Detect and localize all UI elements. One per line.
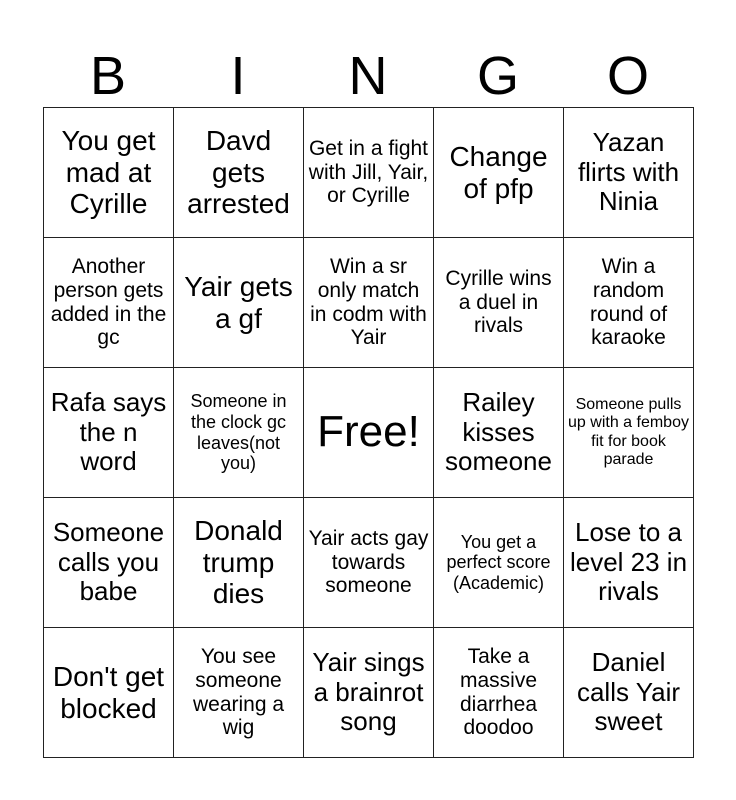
bingo-cell[interactable]: Yair gets a gf bbox=[174, 238, 304, 368]
header-letter-n: N bbox=[348, 46, 388, 106]
bingo-cell[interactable]: Daniel calls Yair sweet bbox=[564, 628, 694, 758]
bingo-board bbox=[43, 107, 694, 758]
bingo-cell[interactable]: Change of pfp bbox=[434, 108, 564, 238]
bingo-cell[interactable]: Davd gets arrested bbox=[174, 108, 304, 238]
header-letter-o: O bbox=[606, 46, 649, 106]
board-row bbox=[44, 238, 694, 368]
bingo-cell[interactable]: You see someone wearing a wig bbox=[174, 628, 304, 758]
bingo-header bbox=[43, 46, 693, 106]
bingo-cell[interactable]: Another person gets added in the gc bbox=[44, 238, 174, 368]
header-letter-g: G bbox=[476, 46, 519, 106]
bingo-cell[interactable]: Donald trump dies bbox=[174, 498, 304, 628]
bingo-cell[interactable]: Yair sings a brainrot song bbox=[304, 628, 434, 758]
bingo-cell[interactable]: Get in a fight with Jill, Yair, or Cyrille bbox=[304, 108, 434, 238]
bingo-cell[interactable]: Lose to a level 23 in rivals bbox=[564, 498, 694, 628]
bingo-cell[interactable]: Don't get blocked bbox=[44, 628, 174, 758]
bingo-cell[interactable]: Yazan flirts with Ninia bbox=[564, 108, 694, 238]
bingo-cell[interactable]: You get mad at Cyrille bbox=[44, 108, 174, 238]
bingo-cell[interactable]: Someone pulls up with a femboy fit for book parade bbox=[564, 368, 694, 498]
bingo-cell[interactable]: Take a massive diarrhea doodoo bbox=[434, 628, 564, 758]
header-letter-i: I bbox=[230, 46, 246, 106]
board-row bbox=[44, 628, 694, 758]
bingo-cell[interactable]: Win a random round of karaoke bbox=[564, 238, 694, 368]
bingo-cell[interactable]: Railey kisses someone bbox=[434, 368, 564, 498]
bingo-cell[interactable]: You get a perfect score (Academic) bbox=[434, 498, 564, 628]
header-letter-b: B bbox=[89, 46, 127, 106]
board-row bbox=[44, 108, 694, 238]
board-row bbox=[44, 368, 694, 498]
bingo-cell[interactable]: Rafa says the n word bbox=[44, 368, 174, 498]
bingo-cell[interactable]: Someone in the clock gc leaves(not you) bbox=[174, 368, 304, 498]
bingo-cell[interactable]: Yair acts gay towards someone bbox=[304, 498, 434, 628]
bingo-cell[interactable]: Someone calls you babe bbox=[44, 498, 174, 628]
free-space-cell[interactable]: Free! bbox=[304, 368, 434, 498]
board-row bbox=[44, 498, 694, 628]
bingo-cell[interactable]: Cyrille wins a duel in rivals bbox=[434, 238, 564, 368]
bingo-cell[interactable]: Win a sr only match in codm with Yair bbox=[304, 238, 434, 368]
